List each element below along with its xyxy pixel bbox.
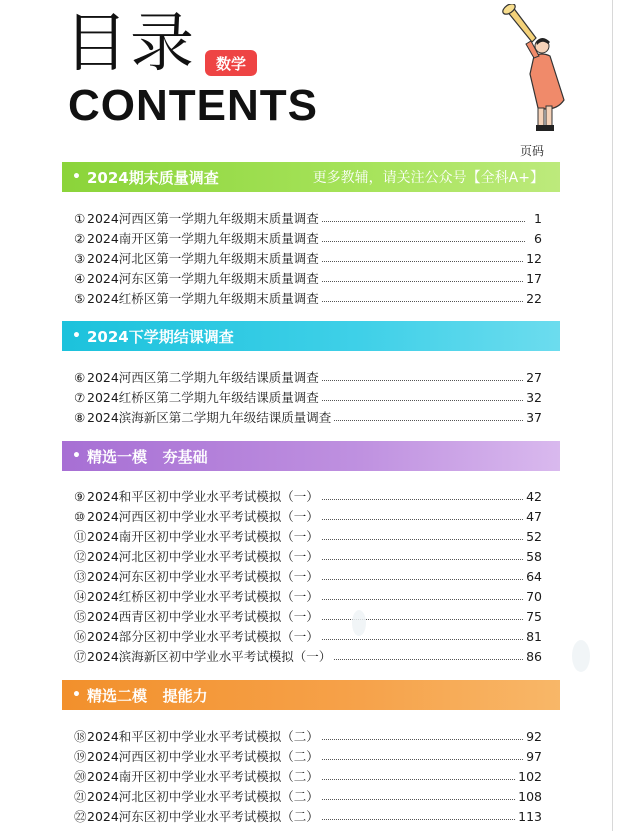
entry-index: ⑳ [74, 769, 87, 784]
entry-page: 27 [526, 369, 542, 385]
toc-entry[interactable] [74, 806, 542, 826]
section-header-mock-two [62, 680, 560, 710]
toc-entry[interactable] [74, 726, 542, 746]
entry-list-term-end [74, 367, 542, 427]
toc-entry[interactable] [74, 387, 542, 407]
entry-index: ③ [74, 250, 86, 266]
subject-badge: 数学 [205, 50, 257, 76]
dot-leader [322, 260, 523, 262]
toc-entry[interactable] [74, 526, 542, 546]
entry-page: 6 [534, 230, 542, 246]
section-header-mock-one [62, 441, 560, 471]
page-edge-divider [612, 0, 613, 831]
toc-entry[interactable] [74, 786, 542, 806]
toc-entry[interactable] [74, 228, 542, 248]
dot-leader [322, 638, 523, 640]
dot-leader [322, 300, 523, 302]
entry-index: ① [74, 210, 86, 226]
dot-leader [322, 758, 523, 760]
dot-leader [322, 798, 515, 800]
entry-page: 32 [526, 389, 542, 405]
entry-page: 86 [526, 648, 542, 664]
entry-name: 2024河西区第一学期九年级期末质量调查 [87, 211, 319, 226]
entry-name: 2024红桥区第二学期九年级结课质量调查 [87, 390, 319, 405]
entry-index: ⑫ [74, 549, 87, 564]
entry-name: 2024滨海新区第二学期九年级结课质量调查 [87, 410, 332, 425]
entry-name: 2024部分区初中学业水平考试模拟（一） [87, 629, 319, 644]
toc-entry[interactable] [74, 208, 542, 228]
page-title-cn: 目录 [64, 7, 196, 81]
dot-leader [322, 738, 523, 740]
entry-name: 2024河北区第一学期九年级期末质量调查 [87, 251, 319, 266]
entry-name: 2024南开区第一学期九年级期末质量调查 [87, 231, 319, 246]
entry-index: ㉑ [74, 789, 87, 804]
dot-leader [322, 778, 515, 780]
entry-name: 2024和平区初中学业水平考试模拟（一） [87, 489, 319, 504]
dot-leader [322, 379, 523, 381]
dot-leader [322, 538, 523, 540]
toc-entry[interactable] [74, 367, 542, 387]
entry-name: 2024河西区第二学期九年级结课质量调查 [87, 370, 319, 385]
entry-page: 81 [526, 628, 542, 644]
entry-index: ⑧ [74, 409, 86, 425]
entry-index: ② [74, 230, 86, 246]
entry-name: 2024河北区初中学业水平考试模拟（二） [87, 789, 319, 804]
entry-page: 58 [526, 548, 542, 564]
trumpet-figure-icon [498, 4, 578, 140]
entry-page: 113 [518, 808, 542, 824]
section-title: 精选一模 夯基础 [86, 447, 208, 466]
dot-leader [322, 498, 523, 500]
toc-entry[interactable] [74, 626, 542, 646]
entry-index: ⑰ [74, 649, 87, 664]
entry-page: 12 [526, 250, 542, 266]
entry-index: ⑩ [74, 508, 86, 524]
section-title: 精选二模 提能力 [86, 686, 208, 705]
entry-index: ⑥ [74, 369, 86, 385]
entry-index: ⑮ [74, 609, 87, 624]
dot-leader [334, 419, 523, 421]
entry-name: 2024和平区初中学业水平考试模拟（二） [87, 729, 319, 744]
dot-leader [334, 658, 523, 660]
entry-name: 2024河东区初中学业水平考试模拟（一） [87, 569, 319, 584]
toc-entry[interactable] [74, 288, 542, 308]
section-header-final-exam [62, 162, 560, 192]
dot-leader [322, 818, 515, 820]
entry-page: 102 [518, 768, 542, 784]
entry-page: 70 [526, 588, 542, 604]
toc-entry[interactable] [74, 486, 542, 506]
toc-entry[interactable] [74, 506, 542, 526]
entry-name: 2024红桥区第一学期九年级期末质量调查 [87, 291, 319, 306]
toc-entry[interactable] [74, 646, 542, 666]
entry-page: 64 [526, 568, 542, 584]
entry-index: ㉒ [74, 809, 87, 824]
toc-entry[interactable] [74, 586, 542, 606]
dot-leader [322, 578, 523, 580]
entry-name: 2024红桥区初中学业水平考试模拟（一） [87, 589, 319, 604]
section-note: 更多教辅，请关注公众号【全科A+】 [312, 170, 544, 186]
entry-name: 2024河东区初中学业水平考试模拟（二） [87, 809, 319, 824]
section-header-term-end [62, 321, 560, 351]
dot-leader [322, 240, 525, 242]
entry-page: 22 [526, 290, 542, 306]
entry-page: 75 [526, 608, 542, 624]
page-title-en: CONTENTS [68, 81, 318, 130]
toc-entry[interactable] [74, 746, 542, 766]
page-number-label: 页码 [520, 144, 545, 158]
dot-leader [322, 399, 523, 401]
entry-name: 2024河西区初中学业水平考试模拟（一） [87, 509, 319, 524]
entry-name: 2024南开区初中学业水平考试模拟（二） [87, 769, 319, 784]
entry-page: 37 [526, 409, 542, 425]
entry-page: 97 [526, 748, 542, 764]
entry-page: 52 [526, 528, 542, 544]
entry-list-final-exam [74, 208, 542, 308]
entry-index: ⑱ [74, 729, 87, 744]
entry-page: 92 [526, 728, 542, 744]
entry-index: ④ [74, 270, 86, 286]
entry-index: ⑭ [74, 589, 87, 604]
toc-entry[interactable] [74, 566, 542, 586]
entry-name: 2024南开区初中学业水平考试模拟（一） [87, 529, 319, 544]
entry-list-mock-one [74, 486, 542, 666]
entry-index: ⑪ [74, 529, 87, 544]
scan-smudge [572, 640, 590, 672]
entry-name: 2024西青区初中学业水平考试模拟（一） [87, 609, 319, 624]
entry-index: ⑬ [74, 569, 87, 584]
entry-page: 108 [518, 788, 542, 804]
dot-leader [322, 518, 523, 520]
bullet-icon: • [72, 328, 81, 344]
toc-entry[interactable] [74, 268, 542, 288]
entry-index: ⑦ [74, 389, 86, 405]
bullet-icon: • [72, 169, 81, 185]
toc-entry[interactable] [74, 248, 542, 268]
bullet-icon: • [72, 687, 81, 703]
toc-entry[interactable] [74, 546, 542, 566]
dot-leader [322, 558, 523, 560]
entry-index: ⑤ [74, 290, 86, 306]
entry-page: 1 [534, 210, 542, 226]
section-title: 2024下学期结课调查 [86, 327, 234, 346]
dot-leader [322, 598, 523, 600]
entry-index: ⑨ [74, 488, 86, 504]
toc-entry[interactable] [74, 766, 542, 786]
entry-page: 47 [526, 508, 542, 524]
toc-entry[interactable] [74, 606, 542, 626]
entry-index: ⑯ [74, 629, 87, 644]
entry-name: 2024河西区初中学业水平考试模拟（二） [87, 749, 319, 764]
bullet-icon: • [72, 448, 81, 464]
entry-name: 2024滨海新区初中学业水平考试模拟（一） [87, 649, 332, 664]
section-title: 2024期末质量调查 [86, 168, 219, 187]
entry-name: 2024河北区初中学业水平考试模拟（一） [87, 549, 319, 564]
entry-page: 42 [526, 488, 542, 504]
entry-page: 17 [526, 270, 542, 286]
scan-smudge [352, 610, 366, 636]
entry-name: 2024河东区第一学期九年级期末质量调查 [87, 271, 319, 286]
toc-entry[interactable] [74, 407, 542, 427]
dot-leader [322, 220, 525, 222]
dot-leader [322, 280, 523, 282]
entry-index: ⑲ [74, 749, 87, 764]
entry-list-mock-two [74, 726, 542, 826]
